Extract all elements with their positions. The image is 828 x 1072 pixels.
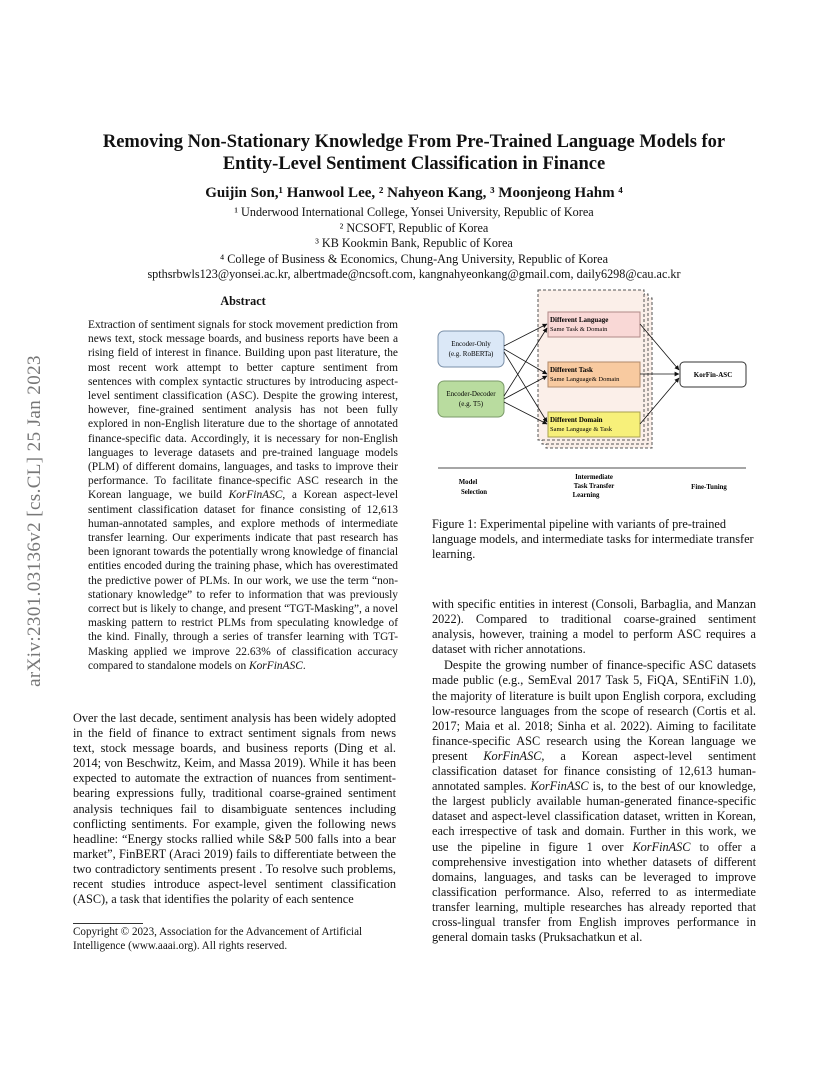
- different-language-label: Different Language: [550, 316, 609, 324]
- right-p2-part-4: to offer a comprehensive investigation into whether datasets of different domains, languages, and tasks can be leveraged to improve classification performance. Also, referred to as intermediate transfer learning, multiple researches has already reported that cross-lingual transfer from English improves performance in general domain tasks (Pruksachatkun et al.: [432, 839, 756, 945]
- stage-selection: Selection: [460, 489, 488, 496]
- affiliation-1: ¹ Underwood International College, Yonsei University, Republic of Korea: [234, 205, 594, 219]
- affiliation-4: ⁴ College of Business & Economics, Chung-Ang University, Republic of Korea: [220, 251, 608, 266]
- abstract-part-2: , a Korean aspect-level sentiment classification dataset for finance consisting of 12,613 human-annotated samples, and explore methods of intermediate transfer learning. Our experiments indicate that past research has been ignorant towards the potentially wrong knowledge of financial entities encoded during the training phase, which has overestimated the predictive power of PLMs. In our work, we use the term “non-stationary knowledge” to refer to information that was previously correct but is likely to change, and present “TGT-Masking”, a novel masking pattern to restrict PLMs from speculating knowledge of the kind. Finally, through a series of transfer learning with TGT-Masking applied we improve 22.63% of classification accuracy compared to standalone models on: [88, 489, 399, 672]
- right-paragraph-1: with specific entities in interest (Consoli, Barbaglia, and Manzan 2022). Compared to traditional coarse-grained sentiment analysis, however, training a model to perform ASC requires a dataset with richer annotations.: [432, 597, 756, 657]
- encoder-decoder-label: Encoder-Decoder: [446, 390, 496, 398]
- figure-1-pipeline: [428, 288, 764, 510]
- encoder-only-box: [438, 331, 504, 367]
- intro-paragraph-left: Over the last decade, sentiment analysis has been widely adopted in the field of finance to extract sentiment signals from news text, stock message boards, and business reports (Ding et al. 2014; von Beschwitz, Keim, and Massa 2019). While it has been expected to automate the extraction of nuances from sentiment-bearing expressions fully, traditional coarse-grained sentiment analysis techniques fail to disambiguate sentences including conflicting sentiments. For example, given the following news headline: “Energy stocks rallied while S&P 500 falls into a bear market”, FinBERT (Araci 2019) fails to differentiate between the two contradictory sentiments present . To resolve such problems, recent studies introduce aspect-level sentiment classification (ASC), a task that identifies the polarity of each sentence: [73, 711, 396, 907]
- paper-title: [60, 131, 768, 175]
- abstract-heading: Abstract: [220, 294, 266, 308]
- encoder-decoder-example: (e.g. T5): [458, 400, 484, 408]
- abstract-dataset-name-2: KorFinASC: [249, 659, 303, 672]
- encoder-only-label: Encoder-Only: [451, 340, 491, 348]
- abstract-dataset-name: KorFinASC: [228, 489, 283, 502]
- stage-task-transfer: Task Transfer: [573, 483, 615, 490]
- stage-fine-tuning: Fine-Tuning: [691, 484, 727, 491]
- affiliation-2: ² NCSOFT, Republic of Korea: [339, 220, 489, 235]
- dataset-name-3: KorFinASC: [632, 839, 691, 854]
- figure-1-caption: Figure 1: Experimental pipeline with variants of pre-trained language models, and intermediate tasks for intermediate transfer learning.: [432, 517, 754, 562]
- title-line-1: Removing Non-Stationary Knowledge From Pre-Trained Language Models for: [102, 132, 726, 152]
- dataset-name-2: KorFinASC: [530, 779, 589, 794]
- author-emails: spthsrbwls123@yonsei.ac.kr, albertmade@ncsoft.com, kangnahyeonkang@gmail.com, daily6298@cau.ac.kr: [147, 267, 681, 281]
- intro-right-column: [432, 597, 756, 946]
- abstract-part-1: Extraction of sentiment signals for stock movement prediction from news text, stock message boards, and business reports have been a rising field of interest in finance. Building upon past literature, the most recent work attempt to better capture sentiment from sentences with complex syntactic structures by introducing aspect-level sentiment classification (ASC). Despite the growing interest, however, fine-grained sentiment analysis has not been fully explored in non-English literature due to the shortage of annotated finance-specific data. Accordingly, it is necessary for non-English languages to leverage datasets and pre-trained language models (PLM) of different domains, languages, and tasks to improve their performance. To facilitate finance-specific ASC research in the Korean language, we build: [88, 319, 398, 502]
- encoder-only-example: (e.g. RoBERTa): [448, 350, 494, 358]
- right-p2-part-1: Despite the growing number of finance-specific ASC datasets made public (e.g., SemEval 2017 Task 5, FiQA, SEntiFiN 1.0), the majority of literature is built upon English corpora, excluding low-resource languages from the scope of research (Cortis et al. 2017; Maia et al. 2018; Sinha et al. 2022). Aiming to facilitate finance-specific ASC research using the Korean language we present: [432, 658, 756, 763]
- different-language-sub: Same Task & Domain: [550, 326, 608, 333]
- korfin-asc-label: KorFin-ASC: [693, 371, 733, 379]
- different-task-sub: Same Language& Domain: [550, 376, 620, 383]
- arxiv-identifier-text: arXiv:2301.03136v2 [cs.CL] 25 Jan 2023: [24, 355, 45, 687]
- author-list: Guijin Son,¹ Hanwool Lee, ² Nahyeon Kang, ³ Moonjeong Hahm ⁴: [205, 185, 623, 201]
- different-domain-label: Different Domain: [550, 416, 603, 424]
- title-line-2: Entity-Level Sentiment Classification in Finance: [222, 154, 606, 174]
- copyright-footnote: Copyright © 2023, Association for the Advancement of Artificial Intelligence (www.aaai.org). All rights reserved.: [73, 926, 363, 952]
- affiliations: [60, 205, 768, 283]
- different-task-label: Different Task: [550, 366, 593, 374]
- right-paragraph-2: [432, 658, 756, 945]
- stage-intermediate: Intermediate: [575, 474, 613, 481]
- encoder-decoder-box: [438, 381, 504, 417]
- right-p2-part-3: is, to the best of our knowledge, the largest publicly available human-generated finance-specific dataset and aspect-level classification dataset, written in Korean, each irrespective of task and domain. Further in this work, we use the pipeline in figure 1 over: [432, 779, 757, 854]
- stage-learning: Learning: [572, 492, 600, 499]
- different-domain-sub: Same Language & Task: [550, 426, 613, 433]
- stage-model: Model: [458, 479, 478, 486]
- footnote-rule: [73, 923, 143, 924]
- abstract-text: [88, 318, 398, 673]
- abstract-part-3: .: [302, 659, 306, 672]
- dataset-name-1: KorFinASC: [483, 748, 542, 763]
- affiliation-3: ³ KB Kookmin Bank, Republic of Korea: [315, 236, 513, 250]
- arxiv-identifier: [10, 300, 58, 760]
- right-p2-part-2: , a Korean aspect-level sentiment classification dataset for finance consisting of 12,613 human-annotated samples.: [432, 748, 756, 794]
